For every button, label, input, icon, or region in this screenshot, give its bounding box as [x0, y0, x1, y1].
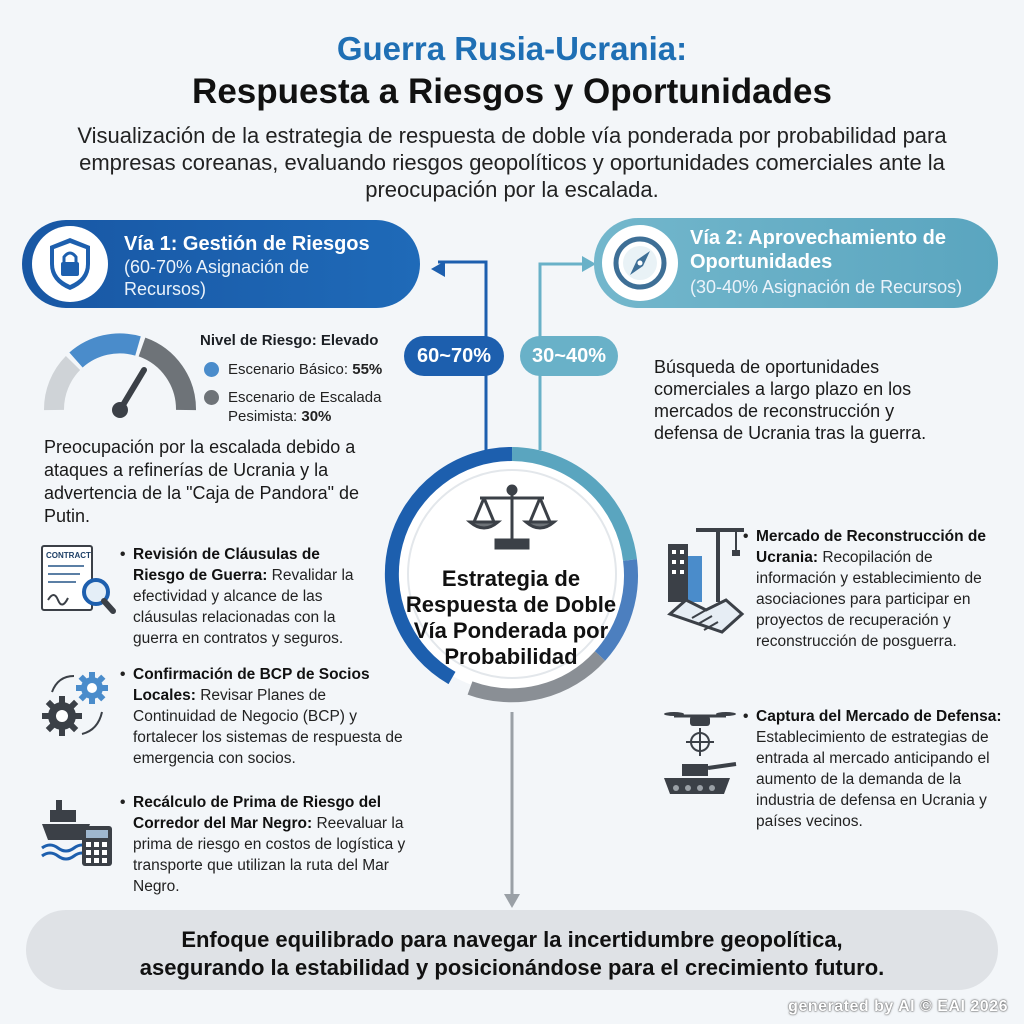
- watermark: generated by AI © EAI 2026: [788, 998, 1008, 1015]
- bullet-dot: •: [743, 528, 749, 545]
- legend-base-value: 55%: [352, 361, 383, 378]
- bullet-text: Reevaluar la prima de riesgo en costos de logística y transporte que utilizan la ruta del Mar Negro.: [133, 815, 406, 895]
- contract-icon-text: CONTRACT: [46, 551, 91, 560]
- track1-description: Preocupación por la escalada debido a ataques a refinerías de Ucrania y la advertencia de la "Caja de Pandora" de Putin.: [44, 437, 359, 526]
- track1-badge: 60~70%: [404, 336, 504, 376]
- bullet-dot: •: [743, 708, 749, 725]
- gauge-icon: [40, 330, 200, 420]
- bullet-text: Recopilación de información y establecimiento de asociaciones para participar en proyectos de recuperación y reconstrucción de posguerra.: [756, 549, 982, 650]
- legend-base-label: Escenario Básico:: [228, 361, 353, 378]
- bullet-title: Confirmación de BCP de Socios Locales:: [133, 666, 370, 704]
- center-strategy-label: Estrategia de Respuesta de Doble Vía Ponderada por Probabilidad: [405, 566, 617, 669]
- title-line1: Guerra Rusia-Ucrania:: [336, 30, 688, 67]
- compass-icon: [602, 225, 678, 301]
- ship-calculator-icon: [40, 794, 116, 870]
- track2-badge: 30~40%: [520, 336, 618, 376]
- track2-description: Búsqueda de oportunidades comerciales a largo plazo en los mercados de reconstrucción y defensa de Ucrania tras la guerra.: [654, 357, 927, 443]
- track1-title: Vía 1: Gestión de Riesgos: [124, 233, 370, 255]
- bullet-text: Revisar Planes de Continuidad de Negocio (BCP) y fortalecer los sistemas de respuesta de emergencia con socios.: [133, 687, 403, 767]
- bullet-local-bcp: [120, 664, 403, 769]
- risk-level-label: Nivel de Riesgo: Elevado: [200, 332, 379, 349]
- legend-escalation-value: 30%: [301, 408, 332, 425]
- title-line2: Respuesta a Riesgos y Oportunidades: [192, 72, 832, 111]
- track1-allocation: (60-70% Asignación de Recursos): [124, 257, 310, 299]
- gears-cycle-icon: [40, 666, 114, 742]
- bullet-defense-market: [743, 706, 1006, 832]
- footer-line2: asegurando la estabilidad y posicionándose para el crecimiento futuro.: [139, 955, 885, 980]
- construction-handshake-icon: [662, 520, 748, 636]
- track1-header: [22, 220, 420, 308]
- footer-line1: Enfoque equilibrado para navegar la incertidumbre geopolítica,: [181, 927, 843, 952]
- legend-dot-base: [204, 362, 219, 377]
- bullet-war-risk-clauses: [120, 544, 373, 649]
- legend-escalation-scenario: [228, 388, 408, 426]
- bullet-text: Revalidar la efectividad y alcance de las cláusulas relacionadas con la guerra en contratos y seguros.: [133, 567, 354, 647]
- footer-text: [26, 926, 998, 982]
- bullet-dot: •: [120, 546, 126, 563]
- bullet-dot: •: [120, 666, 126, 683]
- contract-magnifier-icon: [40, 544, 116, 616]
- shield-lock-icon: [32, 226, 108, 302]
- bullet-title: Revisión de Cláusulas de Riesgo de Guerra:: [133, 546, 320, 584]
- bullet-dot: •: [120, 794, 126, 811]
- track2-title: Vía 2: Aprovechamiento de Oportunidades: [690, 227, 946, 273]
- subtitle: Visualización de la estrategia de respuesta de doble vía ponderada por probabilidad para empresas coreanas, evaluando riesgos geopolíticos y oportunidades comerciales ante la preocupación por la escalada.: [77, 123, 947, 202]
- bullet-text: Establecimiento de estrategias de entrada al mercado anticipando el aumento de la demanda de la industria de defensa en Ucrania y países vecinos.: [756, 729, 990, 830]
- bullet-title: Mercado de Reconstrucción de Ucrania:: [756, 528, 986, 566]
- bullet-title: Recálculo de Prima de Riesgo del Corredor del Mar Negro:: [133, 794, 382, 832]
- legend-dot-escalation: [204, 390, 219, 405]
- bullet-title: Captura del Mercado de Defensa:: [756, 708, 1002, 725]
- legend-base-scenario: [228, 360, 382, 379]
- legend-escalation-label: Escenario de Escalada Pesimista:: [228, 389, 382, 425]
- bullet-reconstruction-market: [743, 526, 996, 652]
- track2-allocation: (30-40% Asignación de Recursos): [690, 277, 963, 297]
- bullet-black-sea-premium: [120, 792, 433, 897]
- track2-header: [594, 218, 998, 308]
- arrow-head-footer: [504, 894, 520, 908]
- drone-tank-icon: [660, 708, 740, 800]
